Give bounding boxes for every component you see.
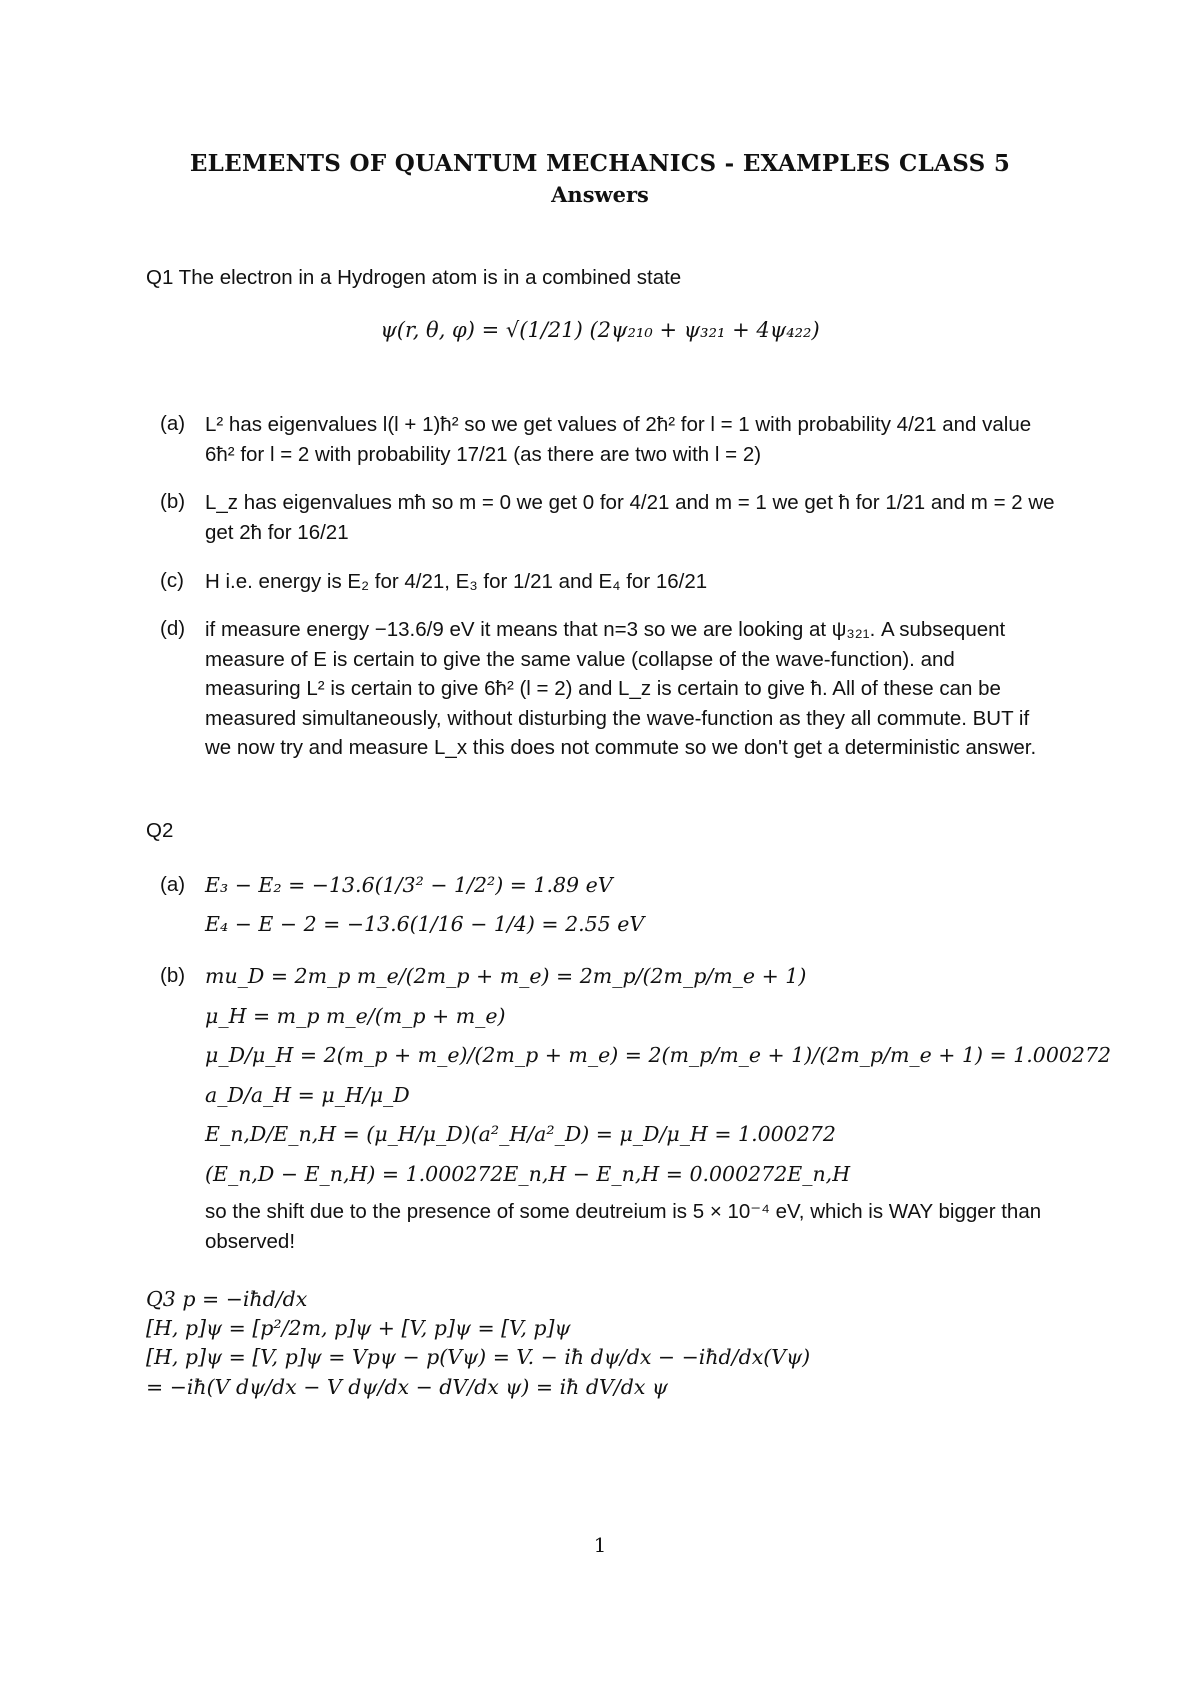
- q1-d-label: (d): [160, 617, 186, 640]
- q3-line-3: [H, p]ψ = [V, p]ψ = Vpψ − p(Vψ) = V. − iħ dψ/dx − −iħd/dx(Vψ): [146, 1345, 811, 1369]
- q2-a-line-1: E₃ − E₂ = −13.6(1/3² − 1/2²) = 1.89 eV: [205, 873, 613, 897]
- q1-c-text: H i.e. energy is E₂ for 4/21, E₃ for 1/21 and E₄ for 16/21: [205, 570, 708, 593]
- q1-c-label: (c): [160, 569, 184, 592]
- q2-b-line-1: mu_D = 2m_p m_e/(2m_p + m_e) = 2m_p/(2m_p/m_e + 1): [205, 964, 807, 988]
- q2-b-line-4: a_D/a_H = μ_H/μ_D: [205, 1083, 410, 1107]
- q1-state-equation: ψ(r, θ, φ) = √(1/21) (2ψ₂₁₀ + ψ₃₂₁ + 4ψ₄₂₂): [380, 318, 820, 342]
- q1-a-label: (a): [160, 412, 186, 435]
- q2-a-label: (a): [160, 873, 186, 896]
- q2-heading: Q2: [146, 819, 174, 842]
- q2-b-label: (b): [160, 964, 186, 987]
- q1-b-text: L_z has eigenvalues mħ so m = 0 we get 0 for 4/21 and m = 1 we get ħ for 1/21 and m = 2 we get 2ħ for 16/21: [205, 491, 1055, 544]
- document-subtitle: Answers: [551, 182, 649, 207]
- q2-b-line-6: (E_n,D − E_n,H) = 1.000272E_n,H − E_n,H = 0.000272E_n,H: [205, 1162, 851, 1186]
- q3-line-1: Q3 p = −iħd/dx: [146, 1287, 308, 1311]
- q3-line-4: = −iħ(V dψ/dx − V dψ/dx − dV/dx ψ) = iħ dV/dx ψ: [146, 1375, 668, 1399]
- page-number: 1: [593, 1533, 607, 1557]
- document-title: ELEMENTS OF QUANTUM MECHANICS - EXAMPLES CLASS 5: [189, 150, 1011, 177]
- q2-b-line-3: μ_D/μ_H = 2(m_p + m_e)/(2m_p + m_e) = 2(m_p/m_e + 1)/(2m_p/m_e + 1) = 1.000272: [205, 1043, 1112, 1067]
- q2-a-line-2: E₄ − E − 2 = −13.6(1/16 − 1/4) = 2.55 eV: [205, 912, 645, 936]
- q2-b-line-2: μ_H = m_p m_e/(m_p + m_e): [205, 1004, 506, 1028]
- q1-b-label: (b): [160, 490, 186, 513]
- q2-b-conclusion: so the shift due to the presence of some deutreium is 5 × 10⁻⁴ eV, which is WAY bigger than observed!: [205, 1200, 1042, 1253]
- q1-a-text: L² has eigenvalues l(l + 1)ħ² so we get values of 2ħ² for l = 1 with probability 4/21 and value 6ħ² for l = 2 with probability 17/21 (as there are two with l = 2): [205, 413, 1032, 466]
- q3-line-2: [H, p]ψ = [p²/2m, p]ψ + [V, p]ψ = [V, p]ψ: [146, 1316, 571, 1340]
- q1-d-text: if measure energy −13.6/9 eV it means that n=3 so we are looking at ψ₃₂₁. A subsequent measure of E is certain to give the same value (collapse of the wave-function). and measuring L² is certain to give 6ħ² (l = 2) and L_z is certain to give ħ. All of these can be measured simultaneously, without disturbing the wave-function as they all commute. BUT if we now try and measure L_x this does not commute so we don't get a deterministic answer.: [205, 618, 1037, 759]
- q1-intro: Q1 The electron in a Hydrogen atom is in a combined state: [146, 266, 682, 289]
- q2-b-line-5: E_n,D/E_n,H = (μ_H/μ_D)(a²_H/a²_D) = μ_D/μ_H = 1.000272: [205, 1122, 836, 1146]
